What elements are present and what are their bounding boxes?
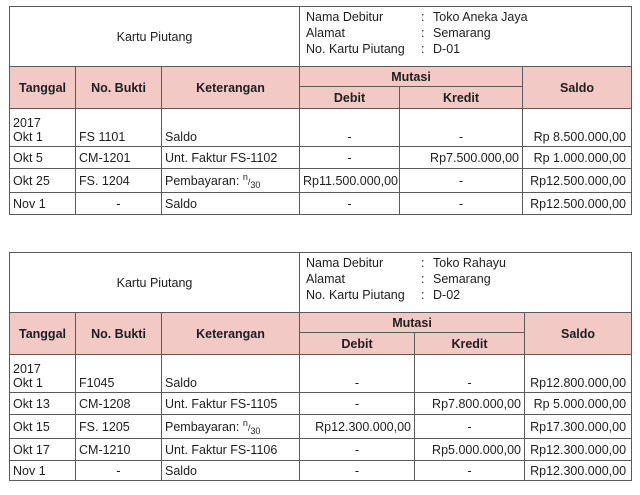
- row-saldo: Rp 5.000.000,00: [525, 393, 632, 415]
- table-row: [10, 109, 632, 147]
- info-row-alamat: Alamat : Semarang: [306, 272, 491, 286]
- row-keterangan: Saldo: [162, 461, 300, 481]
- row-saldo: Rp12.500.000,00: [523, 169, 632, 193]
- row-date: Okt 1: [13, 376, 43, 390]
- table-row: [10, 147, 632, 169]
- row-kredit: Rp7.500.000,00: [400, 147, 523, 169]
- header-no-bukti: No. Bukti: [76, 67, 162, 109]
- header-debit: Debit: [300, 87, 400, 109]
- row-saldo: Rp 1.000.000,00: [523, 147, 632, 169]
- row-kredit: -: [415, 415, 525, 439]
- table-row: [10, 415, 632, 439]
- row-bukti: CM-1210: [76, 439, 162, 461]
- row-kredit: Rp7.800.000,00: [415, 393, 525, 415]
- row-saldo: Rp12.300.000,00: [525, 461, 632, 481]
- row-bukti: -: [76, 461, 162, 481]
- row-keterangan: Unt. Faktur FS-1102: [162, 147, 300, 169]
- header-kredit: Kredit: [415, 333, 525, 355]
- card-title: Kartu Piutang: [10, 7, 300, 67]
- year-label: 2017: [13, 362, 41, 376]
- row-kredit: -: [400, 193, 523, 215]
- header-kredit: Kredit: [400, 87, 523, 109]
- info-row-kartu: No. Kartu Piutang : D-01: [306, 42, 461, 56]
- row-debit: Rp11.500.000,00: [300, 169, 400, 193]
- row-keterangan: Saldo: [162, 355, 300, 393]
- table-row: [10, 461, 632, 481]
- row-debit: -: [300, 193, 400, 215]
- row-debit: -: [300, 355, 415, 393]
- header-debit: Debit: [300, 333, 415, 355]
- row-keterangan: Unt. Faktur FS-1105: [162, 393, 300, 415]
- debtor-info: [300, 7, 632, 67]
- row-date: Okt 17: [10, 439, 76, 461]
- table-row: [10, 355, 632, 393]
- row-bukti: FS. 1204: [76, 169, 162, 193]
- card-title: Kartu Piutang: [10, 253, 300, 313]
- row-keterangan: Pembayaran: n/30: [162, 169, 300, 193]
- header-saldo: Saldo: [525, 313, 632, 355]
- row-debit: -: [300, 461, 415, 481]
- year-label: 2017: [13, 116, 41, 130]
- header-keterangan: Keterangan: [162, 67, 300, 109]
- row-bukti: CM-1208: [76, 393, 162, 415]
- info-row-kartu: No. Kartu Piutang : D-02: [306, 288, 461, 302]
- header-mutasi: Mutasi: [300, 313, 525, 333]
- header-no-bukti: No. Bukti: [76, 313, 162, 355]
- row-kredit: -: [415, 355, 525, 393]
- header-keterangan: Keterangan: [162, 313, 300, 355]
- row-keterangan: Saldo: [162, 193, 300, 215]
- debtor-info: [300, 253, 632, 313]
- row-kredit: -: [415, 461, 525, 481]
- row-date: Okt 25: [10, 169, 76, 193]
- row-bukti: F1045: [76, 355, 162, 393]
- row-kredit: Rp5.000.000,00: [415, 439, 525, 461]
- row-saldo: Rp12.800.000,00: [525, 355, 632, 393]
- row-debit: -: [300, 147, 400, 169]
- row-kredit: -: [400, 109, 523, 147]
- row-bukti: -: [76, 193, 162, 215]
- row-saldo: Rp12.500.000,00: [523, 193, 632, 215]
- row-debit: -: [300, 393, 415, 415]
- payment-term: n/30: [242, 171, 261, 190]
- row-debit: -: [300, 439, 415, 461]
- row-saldo: Rp12.300.000,00: [525, 439, 632, 461]
- row-debit: -: [300, 109, 400, 147]
- kartu-piutang-card-1: [9, 6, 632, 215]
- row-bukti: CM-1201: [76, 147, 162, 169]
- header-tanggal: Tanggal: [10, 67, 76, 109]
- row-bukti: FS. 1205: [76, 415, 162, 439]
- row-date: Okt 1: [13, 130, 43, 144]
- row-date: Okt 13: [10, 393, 76, 415]
- row-keterangan: Pembayaran: n/30: [162, 415, 300, 439]
- row-saldo: Rp17.300.000,00: [525, 415, 632, 439]
- kartu-piutang-card-2: [9, 252, 632, 481]
- row-debit: Rp12.300.000,00: [300, 415, 415, 439]
- header-mutasi: Mutasi: [300, 67, 523, 87]
- info-row-debitur: Nama Debitur : Toko Aneka Jaya: [306, 10, 528, 24]
- row-bukti: FS 1101: [76, 109, 162, 147]
- row-date: Okt 15: [10, 415, 76, 439]
- row-saldo: Rp 8.500.000,00: [523, 109, 632, 147]
- info-row-alamat: Alamat : Semarang: [306, 26, 491, 40]
- header-tanggal: Tanggal: [10, 313, 76, 355]
- table-row: [10, 193, 632, 215]
- row-date: Okt 5: [10, 147, 76, 169]
- header-saldo: Saldo: [523, 67, 632, 109]
- table-row: [10, 393, 632, 415]
- row-kredit: -: [400, 169, 523, 193]
- payment-term: n/30: [242, 417, 261, 436]
- row-date: Nov 1: [10, 193, 76, 215]
- row-keterangan: Saldo: [162, 109, 300, 147]
- row-date: Nov 1: [10, 461, 76, 481]
- row-keterangan: Unt. Faktur FS-1106: [162, 439, 300, 461]
- table-row: [10, 439, 632, 461]
- info-row-debitur: Nama Debitur : Toko Rahayu: [306, 256, 506, 270]
- table-row: [10, 169, 632, 193]
